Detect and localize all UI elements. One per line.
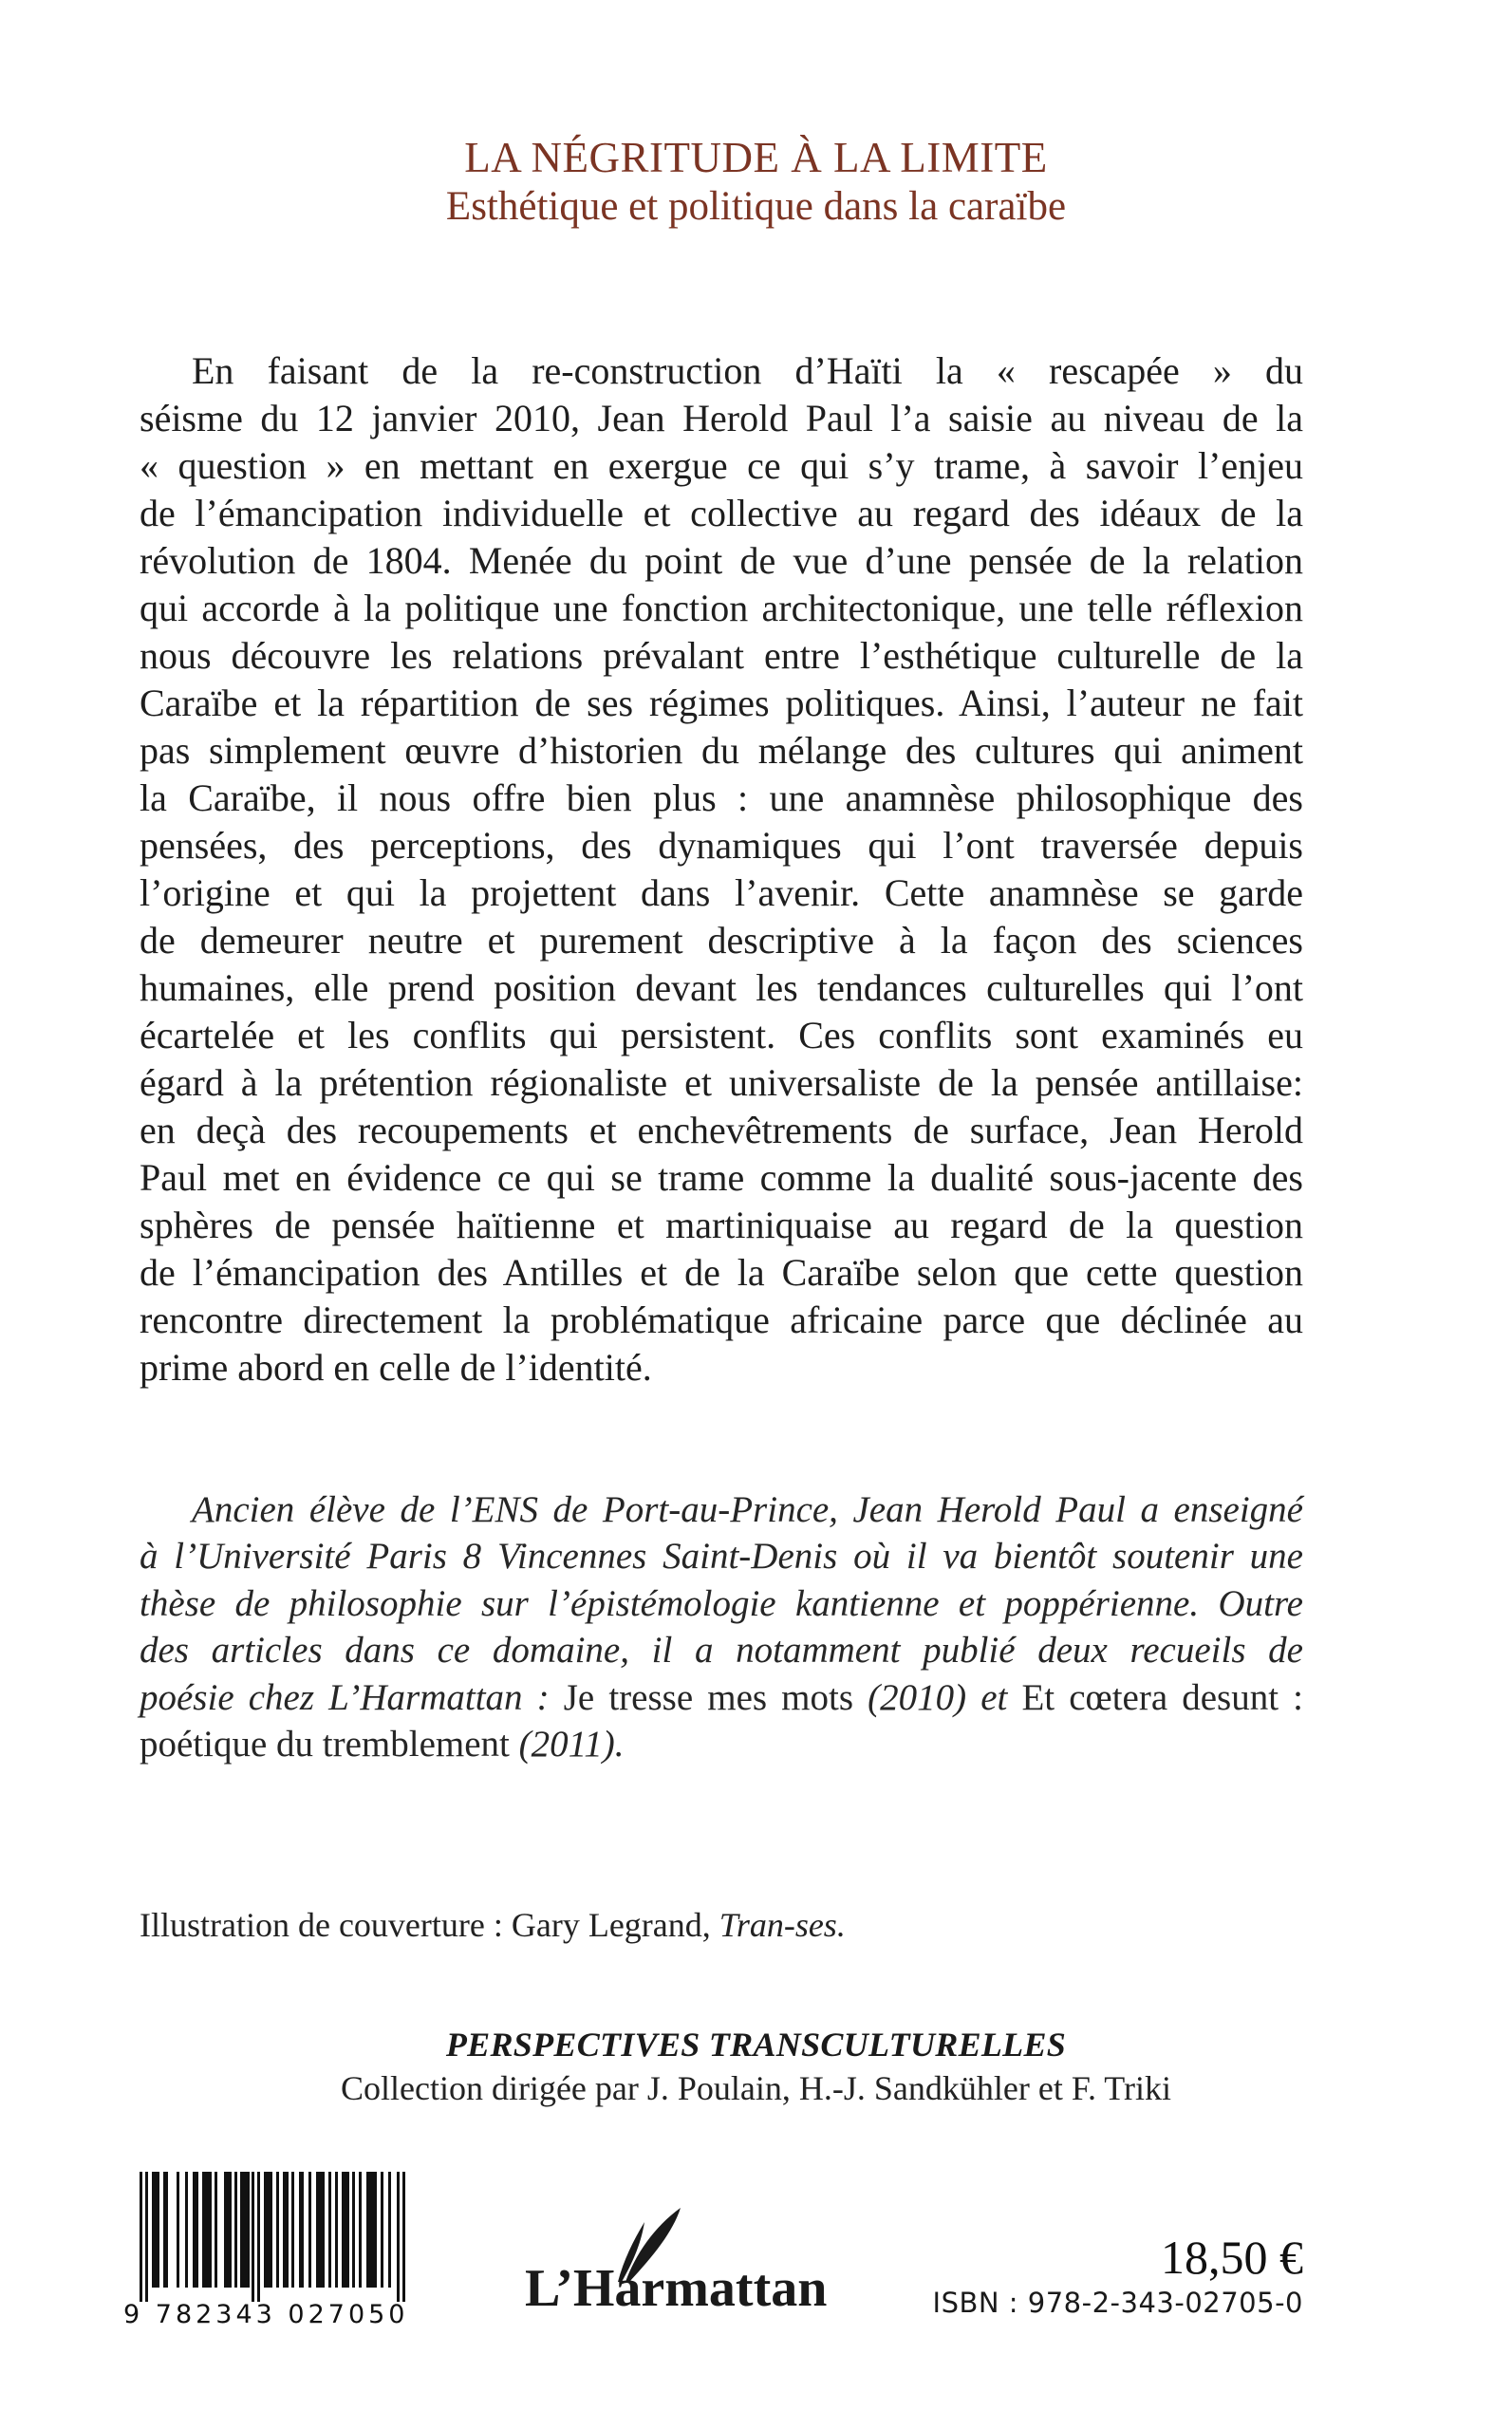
summary-line: égard à la prétention régionaliste et universaliste de la pensée antillaise: [140,1061,1303,1104]
publisher-name: L’Harmattan [525,2259,828,2318]
summary-line: humaines, elle prend position devant les tendances culturelles qui l’ont [140,966,1303,1009]
book-title-poetique: poétique du tremblement [140,1723,510,1765]
summary-line: la Caraïbe, il nous offre bien plus : une anamnèse philosophique des [140,776,1303,819]
summary-line: En faisant de la re-construction d’Haïti la « rescapée » du [192,349,1303,392]
summary-line: de l’émancipation individuelle et collective au regard des idéaux de la [140,492,1303,534]
bio-line: à l’Université Paris 8 Vincennes Saint-Denis où il va bientôt soutenir une [140,1536,1303,1578]
collection-directors: Collection dirigée par J. Poulain, H.-J. Sandkühler et F. Triki [340,2069,1172,2107]
publisher-logo [525,2208,828,2318]
bio-line [140,1721,1303,1767]
cover-illustration-credit [140,1904,846,1946]
summary-line: séisme du 12 janvier 2010, Jean Herold Paul l’a saisie au niveau de la [140,397,1303,439]
summary-line: sphères de pensée haïtienne et martiniquaise au regard de la question [140,1204,1303,1246]
summary-line: Caraïbe et la répartition de ses régimes politiques. Ainsi, l’auteur ne fait [140,682,1303,724]
book-title: LA NÉGRITUDE À LA LIMITE [464,134,1048,181]
summary-line: de demeurer neutre et purement descriptive à la façon des sciences [140,919,1303,962]
summary-line: révolution de 1804. Menée du point de vue d’une pensée de la relation [140,539,1303,582]
summary-line: Paul met en évidence ce qui se trame comme la dualité sous-jacente des [140,1156,1303,1199]
bio-line: Ancien élève de l’ENS de Port-au-Prince, Jean Herold Paul a enseigné [192,1489,1303,1530]
barcode-digits: 9 782343 027050 [123,2300,409,2329]
summary-line: nous découvre les relations prévalant entre l’esthétique culturelle de la [140,634,1303,677]
author-bio [140,1486,1303,1767]
summary-line: « question » en mettant en exergue ce qui s’y trame, à savoir l’enjeu [140,444,1303,487]
summary-line: prime abord en celle de l’identité. [140,1346,652,1389]
summary-line: écartelée et les conflits qui persistent. Ces conflits sont examinés eu [140,1014,1303,1056]
price: 18,50 € [1161,2231,1303,2284]
bio-line [140,1674,1303,1721]
book-title-je-tresse: Je tresse mes mots [563,1676,854,1718]
bio-text: poésie chez L’Harmattan : [140,1676,564,1718]
book-title-et-coetera: Et cœtera desunt : [1021,1676,1304,1718]
isbn-number: ISBN : 978-2-343-02705-0 [932,2287,1303,2319]
bio-line: thèse de philosophie sur l’épistémologie kantienne et poppérienne. Outre [140,1582,1303,1624]
summary-line: l’origine et qui la projettent dans l’avenir. Cette anamnèse se garde [140,871,1303,914]
summary-line: rencontre directement la problématique africaine parce que déclinée au [140,1298,1303,1341]
summary-line: qui accorde à la politique une fonction architectonique, une telle réflexion [140,587,1303,629]
barcode-icon [140,2172,406,2302]
bio-line: des articles dans ce domaine, il a notamment publié deux recueils de [140,1630,1303,1672]
summary-line: pensées, des perceptions, des dynamiques qui l’ont traversée depuis [140,824,1303,867]
summary-line: pas simplement œuvre d’historien du mélange des cultures qui animent [140,729,1303,772]
credit-label: Illustration de couverture : Gary Legrand, [140,1906,719,1944]
summary-paragraph [140,347,1303,1392]
credit-work-title: Tran-ses. [719,1906,846,1944]
isbn-barcode [123,2172,408,2333]
summary-line: en deçà des recoupements et enchevêtrements de surface, Jean Herold [140,1109,1303,1151]
bio-text: (2011). [509,1723,625,1765]
collection-name: PERSPECTIVES TRANSCULTURELLES [445,2026,1067,2064]
book-subtitle: Esthétique et politique dans la caraïbe [445,184,1067,229]
bio-text: (2010) et [853,1676,1022,1718]
summary-line: de l’émancipation des Antilles et de la Caraïbe selon que cette question [140,1251,1303,1294]
